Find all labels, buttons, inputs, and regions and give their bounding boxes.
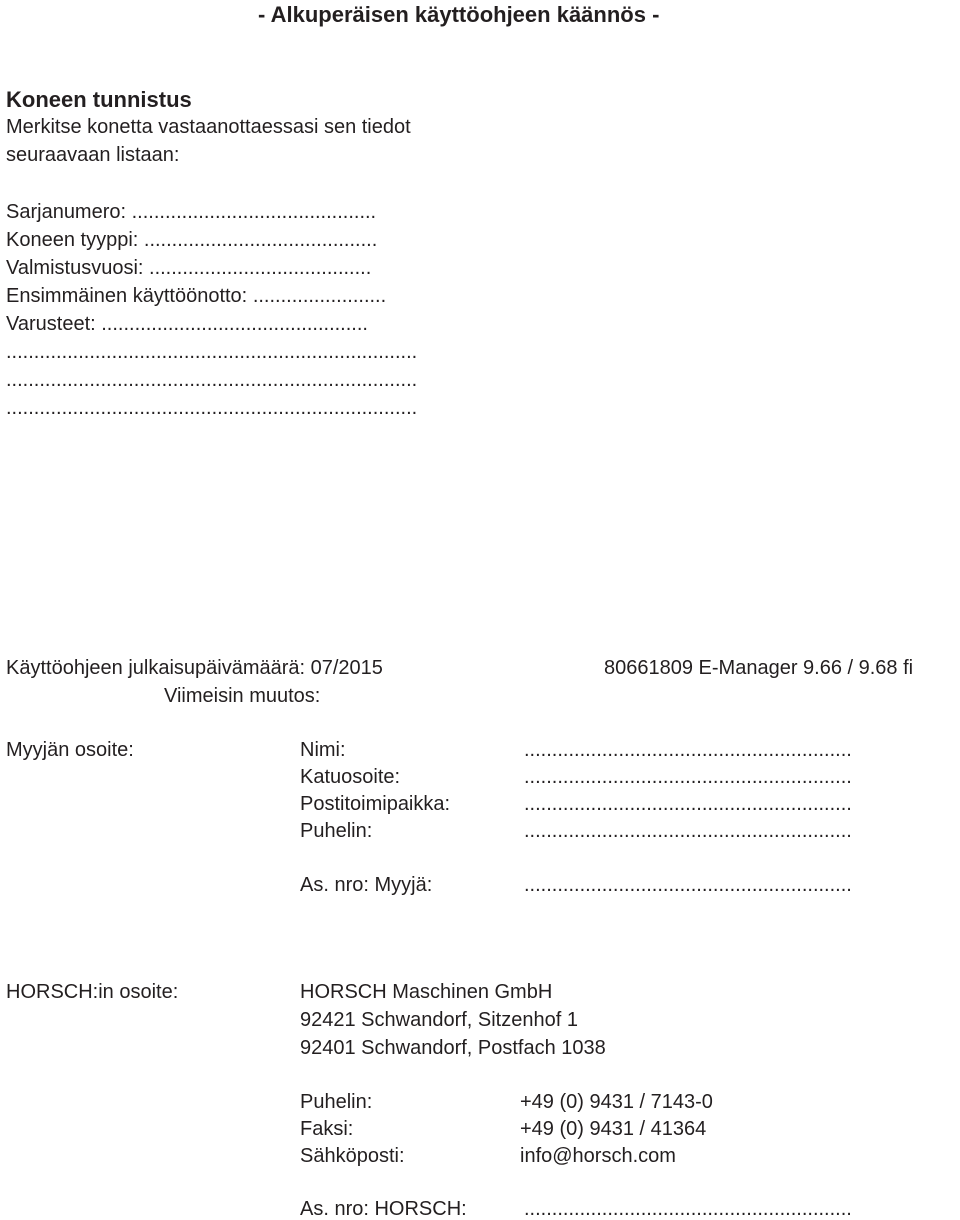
- equipment-extra-line: ..........................................................................: [6, 397, 418, 419]
- first-use-label: Ensimmäinen käyttöönotto:: [6, 285, 248, 307]
- seller-city-value: ...........................................................: [524, 793, 852, 815]
- document-id: 80661809 E-Manager 9.66 / 9.68 fi: [604, 657, 914, 679]
- identification-intro-line-1: Merkitse konetta vastaanottaessasi sen tiedot: [6, 116, 411, 138]
- equipment-value: ................................................: [101, 313, 368, 335]
- seller-phone-value: ...........................................................: [524, 820, 852, 842]
- seller-customer-no-value: ...........................................................: [524, 874, 852, 896]
- seller-name-label: Nimi:: [300, 739, 346, 761]
- first-use-value: ........................: [252, 285, 387, 307]
- seller-section-label: Myyjän osoite:: [6, 739, 134, 761]
- seller-street-label: Katuosoite:: [300, 766, 401, 788]
- equipment-extra-line: ..........................................................................: [6, 341, 418, 363]
- manufacture-year-value: ........................................: [149, 257, 372, 279]
- seller-name-value: ...........................................................: [524, 739, 852, 761]
- serial-number-label: Sarjanumero:: [6, 201, 127, 223]
- horsch-section-label: HORSCH:in osoite:: [6, 981, 179, 1003]
- identification-heading: Koneen tunnistus: [6, 87, 192, 112]
- identification-intro-line-2: seuraavaan listaan:: [6, 144, 180, 166]
- document-title: - Alkuperäisen käyttöohjeen käännös -: [258, 2, 660, 27]
- horsch-company: HORSCH Maschinen GmbH: [300, 981, 553, 1003]
- horsch-email-value: info@horsch.com: [520, 1145, 676, 1167]
- horsch-address-line-1: 92421 Schwandorf, Sitzenhof 1: [300, 1009, 578, 1031]
- horsch-customer-no-value: ...........................................................: [524, 1198, 852, 1220]
- last-change-label: Viimeisin muutos:: [164, 685, 321, 707]
- seller-city-label: Postitoimipaikka:: [300, 793, 451, 815]
- equipment-row: [6, 314, 368, 334]
- equipment-label: Varusteet:: [6, 313, 96, 335]
- horsch-email-label: Sähköposti:: [300, 1145, 405, 1167]
- serial-number-row: [6, 202, 376, 222]
- seller-street-value: ...........................................................: [524, 766, 852, 788]
- horsch-address-line-2: 92401 Schwandorf, Postfach 1038: [300, 1037, 606, 1059]
- seller-phone-label: Puhelin:: [300, 820, 373, 842]
- publication-date: Käyttöohjeen julkaisupäivämäärä: 07/2015: [6, 657, 383, 679]
- machine-type-value: ..........................................: [143, 229, 378, 251]
- horsch-phone-label: Puhelin:: [300, 1091, 373, 1113]
- machine-type-row: [6, 230, 377, 250]
- machine-type-label: Koneen tyyppi:: [6, 229, 139, 251]
- manufacture-year-row: [6, 258, 371, 278]
- horsch-fax-label: Faksi:: [300, 1118, 354, 1140]
- seller-customer-no-label: As. nro: Myyjä:: [300, 874, 433, 896]
- manufacture-year-label: Valmistusvuosi:: [6, 257, 144, 279]
- horsch-phone-value: +49 (0) 9431 / 7143-0: [520, 1091, 713, 1113]
- horsch-customer-no-label: As. nro: HORSCH:: [300, 1198, 467, 1220]
- serial-number-value: ............................................: [131, 201, 377, 223]
- equipment-extra-line: ..........................................................................: [6, 369, 418, 391]
- horsch-fax-value: +49 (0) 9431 / 41364: [520, 1118, 707, 1140]
- first-use-row: [6, 286, 386, 306]
